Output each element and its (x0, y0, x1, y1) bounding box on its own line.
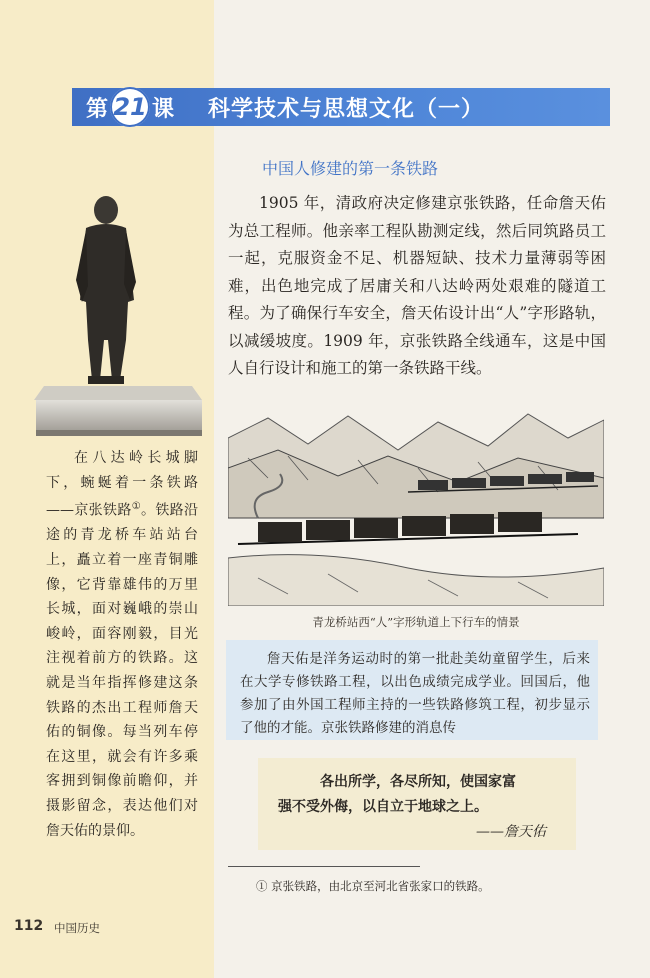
section-heading: 中国人修建的第一条铁路 (262, 159, 439, 178)
lesson-title: 科学技术与思想文化（一） (208, 96, 485, 122)
train-illustration (228, 398, 604, 606)
statue-caption-part1: 在八达岭长城脚下，蜿蜒着一条铁路——京张铁路 (46, 450, 198, 519)
statue-photo (30, 190, 206, 440)
footnote-mark: ① (131, 501, 141, 513)
lesson-title-bar (72, 88, 610, 126)
illustration-caption: 青龙桥站西“人”字形轨道上下行车的情景 (312, 615, 520, 629)
quote-author: ——詹天佑 (476, 824, 546, 840)
info-box-text: 詹天佑是洋务运动时的第一批赴美幼童留学生，后来在大学专修铁路工程，以出色成绩完成学业。回国后，他参加了由外国工程师主持的一些铁路修筑工程，初步显示了他的才能。京张铁路修建的消息传 (240, 651, 590, 736)
lesson-suffix: 课 (152, 96, 175, 122)
lesson-prefix: 第 (86, 96, 109, 122)
quote-box (258, 758, 576, 850)
info-box (226, 640, 598, 740)
book-name: 中国历史 (54, 921, 100, 935)
statue-caption-part2: 。铁路沿途的青龙桥车站站台上，矗立着一座青铜雕像，它背靠雄伟的万里长城，面对巍峨的崇山峻岭，面容刚毅，目光注视着前方的铁路。这就是当年指挥修建这条铁路的杰出工程师詹天佑的铜像。每当列车停在这里，就会有许多乘客拥到铜像前瞻仰，并摄影留念，表达他们对詹天佑的景仰。 (46, 502, 199, 839)
statue-caption (46, 446, 198, 843)
lesson-number-badge: 21 (110, 87, 150, 127)
footnote: ① 京张铁路，由北京至河北省张家口的铁路。 (256, 879, 490, 893)
main-paragraph-text: 1905 年，清政府决定修建京张铁路，任命詹天佑为总工程师。他亲率工程队勘测定线，然后同筑路员工一起，克服资金不足、机器短缺、技术力量薄弱等困难，出色地完成了居庸关和八达岭两处艰难的隧道工程。为了确保行车安全，詹天佑设计出“人”字形路轨，以减缓坡度。1909 年，京张铁路全线通车，这是中国人自行设计和施工的第一条铁路干线。 (228, 194, 606, 377)
page-number: 112 (14, 918, 44, 934)
quote-line-2: 强不受外侮，以自立于地球之上。 (278, 799, 488, 815)
footnote-divider (228, 866, 420, 867)
quote-line-1: 各出所学，各尽所知，使国家富 (320, 774, 516, 790)
main-paragraph (228, 190, 606, 383)
